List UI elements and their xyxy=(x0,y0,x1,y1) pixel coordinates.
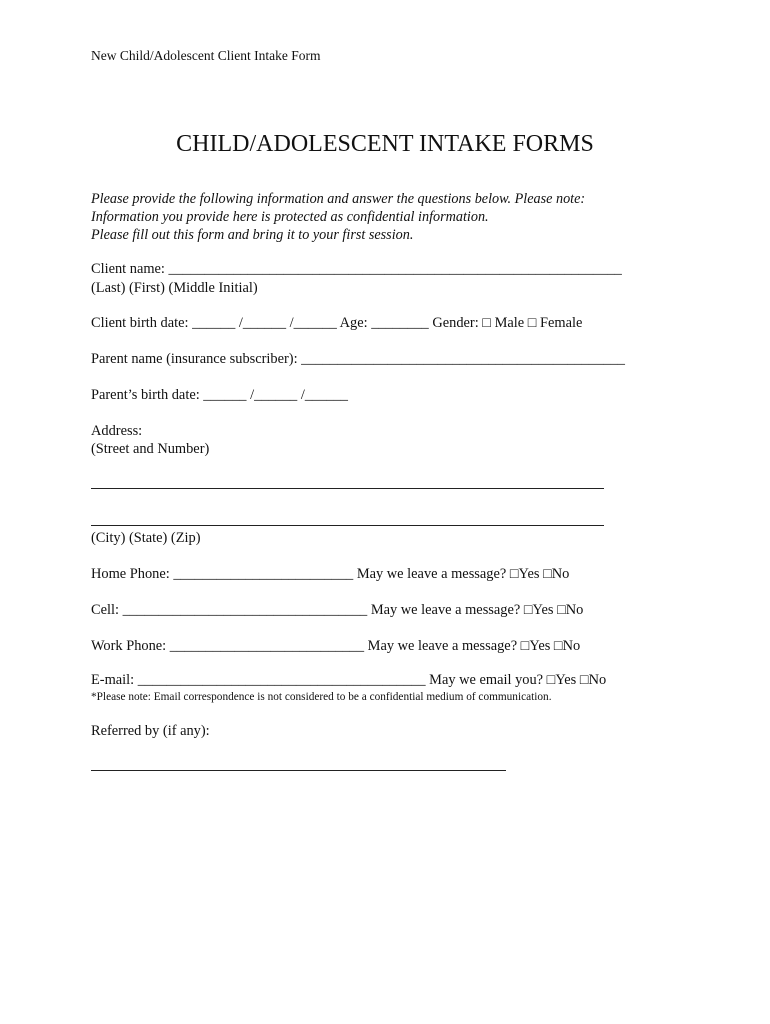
city-state-zip-label: (City) (State) (Zip) xyxy=(91,530,201,546)
referred-by-line[interactable] xyxy=(91,770,506,771)
cell-phone-field[interactable]: Cell: __________________________________ May we leave a message? □Yes □No xyxy=(91,602,584,618)
instructions-line-3: Please fill out this form and bring it to your first session. xyxy=(91,227,414,243)
address-label: Address: xyxy=(91,423,143,439)
parent-birth-date-field[interactable]: Parent’s birth date: ______ /______ /______ xyxy=(91,387,349,403)
street-address-line[interactable] xyxy=(91,488,604,489)
client-name-field[interactable]: Client name: _______________________________________________________________ xyxy=(91,261,622,277)
referred-by-label: Referred by (if any): xyxy=(91,723,210,739)
client-name-sublabel: (Last) (First) (Middle Initial) xyxy=(91,280,258,296)
parent-name-field[interactable]: Parent name (insurance subscriber): _____________________________________________ xyxy=(91,351,625,367)
form-title: CHILD/ADOLESCENT INTAKE FORMS xyxy=(176,131,594,157)
work-phone-field[interactable]: Work Phone: ___________________________ May we leave a message? □Yes □No xyxy=(91,638,581,654)
email-note: *Please note: Email correspondence is not considered to be a confidential medium of communication. xyxy=(91,691,552,703)
home-phone-field[interactable]: Home Phone: _________________________ May we leave a message? □Yes □No xyxy=(91,566,570,582)
instructions-line-2: Information you provide here is protected as confidential information. xyxy=(91,209,489,225)
city-state-zip-line[interactable] xyxy=(91,525,604,526)
instructions-line-1: Please provide the following information and answer the questions below. Please note: xyxy=(91,191,586,207)
page-header: New Child/Adolescent Client Intake Form xyxy=(91,48,321,63)
email-field[interactable]: E-mail: ________________________________________ May we email you? □Yes □No xyxy=(91,672,607,688)
client-birth-gender-field[interactable]: Client birth date: ______ /______ /______ Age: ________ Gender: □ Male □ Female xyxy=(91,315,583,331)
address-sublabel: (Street and Number) xyxy=(91,441,210,457)
